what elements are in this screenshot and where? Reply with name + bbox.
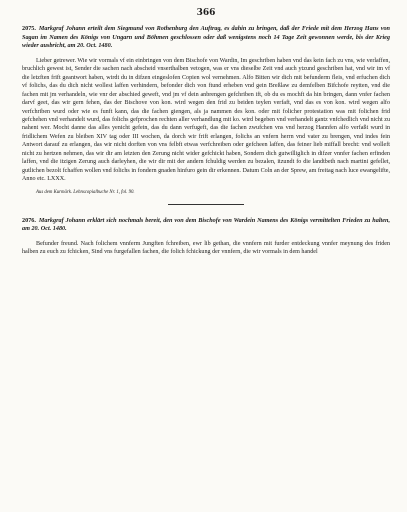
heading-text: Markgraf Johann erklärt sich nochmals bereit, den von dem Bischofe von Wardein Namens des Königs vermittelten Frieden zu halten, am 20. Oct. 1480. (22, 216, 390, 233)
source-citation: Aus dem Kurmärk. Lehnscopialbuche Nr. 1, fol. 90. (36, 189, 135, 195)
document-heading (22, 217, 390, 234)
page-number: 366 (196, 8, 216, 18)
document-body (22, 240, 390, 257)
body-text: Lieber getrewer. Wie wir vormals vf ein einbringen von dem Bischofe von Wardin, Im geschriben haben vnd das kein fach zu vns, wie verlaffen, bruchlich gewest ist, Sender die sachen nach abscheid vnserthalben vetogen, was er vns dieselbe Zeit vnd auch ytzund geschriben hat, vnd wir im vf die letzften frift geantwort haben, wirdt du in difzen eingeslofen Copien wol vernehmen. Alfo Bitten wir dich mit befunderm fleis, vnd erfuchen dich vf folichs, das du dich nicht wollest laffen verhindern, befonder dich von ftund erheben vnd gein Breßlaw zu demfelben Bifchofe reytten, vnd die fachen mit jm verhandeln, wie vnr der abschied geweft, vnd jm vf dein anbrengen gefchriben ift, ob du es mochft da hin bringen, dann vnfer fachen darvf geet, das wir gern fehen, das der Bischove von kon. wird wegen den frid zu beiden teylen verfaft, vnd das es von kon. wird wegen alfo verfchriben wurd oder wie es funft kann, das die fachen giengen, als ja nammen des kon. oder mit folicher protestation was mit folichen frid gefchehen vnd verhandelt wurd, das folichs gefprochen rechten aller verhandlung mit ko. wird begeben vnd verhandelt gantz vnfchedlich vnd nicht zu nahent wer. Mocht danne das alles yenicht gefein, das du dann verfugeft, das die fachen zwufchen vns vnd herzog Hannfen alfo verfaßt wurd in fridlichem Wefen zu bleiben XIV tag oder III wochen, da dorch wir frift erlangen, folichs an vnfern herrn vnd vater zu brengen, vnd indes fein Antwort darauf zu erlangen, das wir nicht dorften von vns felbft etwas verfchreiben oder gefcheen laffen, das feiner lieb miffall brecht: vnd wolleft nicht zu hertzen nehmen, das wir dir am letzten den Zerung nicht wider gefchickt haben, Sondern dich gutwilliglich in difzer vnnfer fachen erfinden laffen, vnd die itzigen Zerung auch darleyhen, die wir dir mit der andern fchuldig werden zu bezalen, itzundt fo die landtbeth nach martini gefellet, gutlichen bezolt fchaffen wollen vnd folichs in fondern gnaden hinfuro gein dir erkennen. Datum Coln an der Sprew, am freitag nach luce ewangelifte, Anno etc. LXXX. (22, 57, 390, 183)
document-number: 2075. (22, 25, 36, 32)
page (22, 8, 390, 257)
body-text: Befunder freund. Nach folichem vnnferm Jungften fchreiben, ewr lib gethan, die vnnfern mit furder entdeckung vnnfer meynung des friden halben zu euch zu fchicken, Sind vns furgefallen fachen, die folich fchickung der vnnfern, die wir vormals in dem handel (22, 240, 390, 256)
document-body (22, 57, 390, 184)
document-2075 (22, 25, 390, 195)
heading-text: Markgraf Johann erteilt dem Siegmund von Rothenburg den Auftrag, es dahin zu bringen, daß der Friede mit dem Herzog Hans von Sagan im Namen des Königs von Ungarn und Böhmen geschlossen oder daß wenigstens noch 14 Tage Zeit gewonnen werde, bis der Krieg wieder ausbricht, am 20. Oct. 1480. (22, 25, 390, 50)
document-2076 (22, 217, 390, 257)
section-divider (168, 204, 244, 205)
document-heading (22, 25, 390, 51)
document-number: 2076. (22, 216, 36, 224)
